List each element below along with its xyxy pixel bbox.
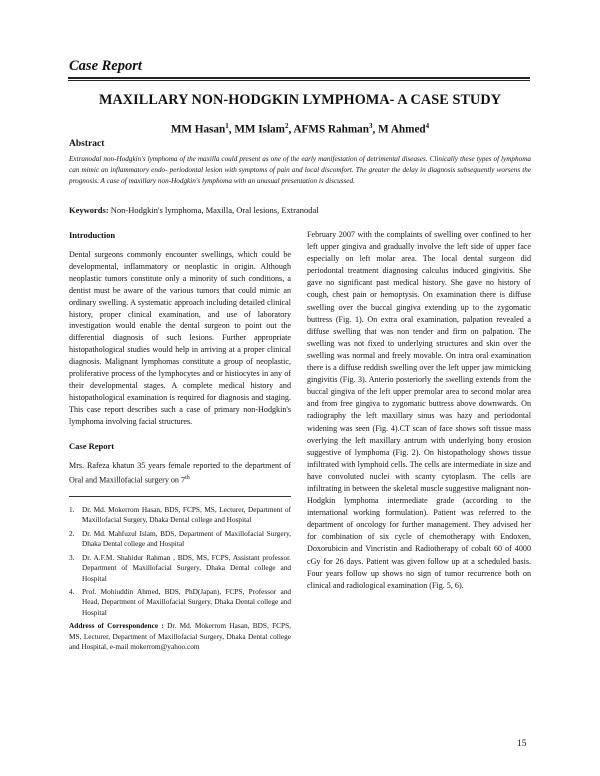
footnote-number: 4. — [69, 586, 75, 596]
abstract-text: Extranodal non-Hodgkin's lymphoma of the maxilla could present as one of the early manifestation of detrimental diseases. Clinically these types of lymphoma can mimic an inflammatory endo- periodontal lesion with symptoms of pain and local discomfort. The greater the delay in diagnosis subsequently worsens the prognosis. A case of maxillary non-Hodgkin's lymphoma with an unusual presentation is discussed. — [69, 155, 531, 185]
keywords — [69, 205, 531, 215]
right-column — [307, 229, 531, 592]
correspondence-text: Dr. Md. Mokerrom Hasan, BDS, FCPS, MS, Lecturer, Department of Maxillofacial Surgery, Dhaka Dental college and Hospital, e-mail mokerrom@yahoo.com — [69, 621, 291, 651]
author-affiliation-number: 3 — [369, 122, 373, 130]
case-report-text — [69, 460, 291, 487]
footnote-text: Dr. Md. Mokerrom Hasan, BDS, FCPS, MS, Lecturer, Department of Maxillofacial Surgery, Dhaka Dental college and Hospital — [82, 505, 291, 525]
section-label: Case Report — [69, 58, 142, 74]
footnote-item — [69, 553, 291, 584]
introduction-heading: Introduction — [69, 230, 116, 240]
case-report-continued-text: February 2007 with the complaints of swelling over confined to her left upper gingiva and gradually involve the left side of upper face especially on left molar area. The local dental surgeon did periodontal treatment diagnosing calculus induced gingivitis. She gave no significant past medical history. She gave no history of cough, chest pain or hemoptysis. On examination there is diffuse swelling over the buccal gingiva extending up to the zygomatic buttress (Fig. 1). On extra oral examination, palpation revealed a diffuse swelling that was non tender and firm on palpation. The swelling was not fixed to underlying structures and skin over the swelling was normal and freely movable. On intra oral examination there is a diffuse reddish swelling over the left upper jaw mimicking gingivitis (Fig. 3). Anterio posteriorly the swelling extends from the buccal gingiva of the left upper premolar area to second molar area and from free gingiva to zygomatic buttress above downwards. On radiography the left maxillary sinus was hazy and periodontal widening was seen (Fig. 4).CT scan of face shows soft tissue mass overlying the left maxillary antrum with underlying bony erosion suggestive of lymphoma (Fig. 2). On histopathology shows tissue infiltrated with lymphoid cells. The cells are intermediate in size and have convoluted nuclei with scanty cytoplasm. The cells are infiltrating in between the skeletal muscle suggestive malignant non- Hodgkin lymphoma intermediate grade (according to the international working formulation). Patient was referred to the department of oncology for further management. They advised her for combination of six cycle of chemotherapy with Endoxen, Doxorubicin and Vincristin and Radiotherapy of cobalt 60 of 4000 cGy for 26 days. Patient was given follow up at a scheduled basis. Four years follow up shows no sign of tumor recurrence both on clinical and radiological examination (Fig. 5, 6). — [307, 230, 531, 590]
introduction-text: Dental surgeons commonly encounter swellings, which could be developmental, inflammatory or neoplastic in origin. Although neoplastic tumors constitute only a minority of such conditions, a dentist must be aware of the various tumors that could mimic an ordinary swelling. A systematic approach including detailed clinical history, proper clinical examination, and use of laboratory investigation would enable the dental surgeon to point out the differential diagnosis of such lesions. Further appropriate histopathological studies would help in arriving at a proper clinical diagnosis. Malignant lymphomas constitute a group of neoplastic, proliferative process of the lymphocytes and or histiocytes in any of their developmental stages. A complete medical history and histopathological examination is required for diagnosis and staging. This case report describes such a case of primary non-Hodgkin's lymphoma involving facial structures. — [69, 250, 291, 426]
footnote-item — [69, 587, 291, 618]
footnote-number: 2. — [69, 528, 75, 538]
keywords-label: Keywords: — [69, 205, 109, 215]
author-name: MM Islam — [234, 123, 285, 136]
correspondence — [69, 621, 291, 652]
footnote-number: 1. — [69, 505, 75, 515]
author-affiliation-number: 4 — [425, 122, 430, 130]
keywords-text: Non-Hodgkin's lymphoma, Maxilla, Oral lesions, Extranodal — [110, 205, 319, 215]
header-rule — [68, 77, 530, 79]
author-affiliation-number: 2 — [284, 122, 289, 130]
author-name: M Ahmed — [378, 123, 426, 136]
footnote-item — [69, 505, 291, 526]
author-line: MM Hasan$^1$, MM Islam$^2$, AFMS Rahman$^3$, M Ahmed$^4$ — [170, 122, 430, 136]
header-rule-thin — [68, 80, 530, 81]
footnote-number: 3. — [69, 552, 75, 562]
abstract-heading: Abstract — [69, 139, 105, 149]
footnote-text: Dr. A.F.M. Shahidur Rahman , BDS, MS, FCPS, Assistant professor. Department of Maxillofacial Surgery, Dhaka Dental college and Hospital — [82, 552, 291, 583]
author-name: MM Hasan — [170, 123, 226, 136]
footnote-rule — [69, 496, 291, 497]
correspondence-label: Address of Correspondence : — [69, 621, 164, 631]
author-affiliation-number: 1 — [225, 122, 229, 130]
footnote-item — [69, 529, 291, 550]
article-title: MAXILLARY NON-HODGKIN LYMPHOMA- A CASE STUDY — [98, 92, 502, 108]
case-report-opening: Mrs. Rafeza khatun 35 years female reported to the department of Oral and Maxillofacial surgery on 7 — [69, 460, 291, 485]
author-name: AFMS Rahman — [293, 123, 369, 136]
footnote-text: Prof. Mohiuddin Ahmed, BDS, PhD(Japan), FCPS, Professor and Head, Department of Maxillofacial Surgery, Dhaka Dental college and Hospital — [82, 586, 291, 617]
case-report-heading: Case Report — [69, 440, 115, 451]
page-number: 15 — [517, 739, 527, 749]
ordinal-suffix: th — [185, 474, 190, 481]
footnote-list — [69, 505, 291, 618]
footnote-text: Dr. Md. Mahfuzul Islam, BDS, Department of Maxillofacial Surgery, Dhaka Dental college and Hospital — [82, 528, 291, 549]
left-column — [69, 230, 291, 652]
